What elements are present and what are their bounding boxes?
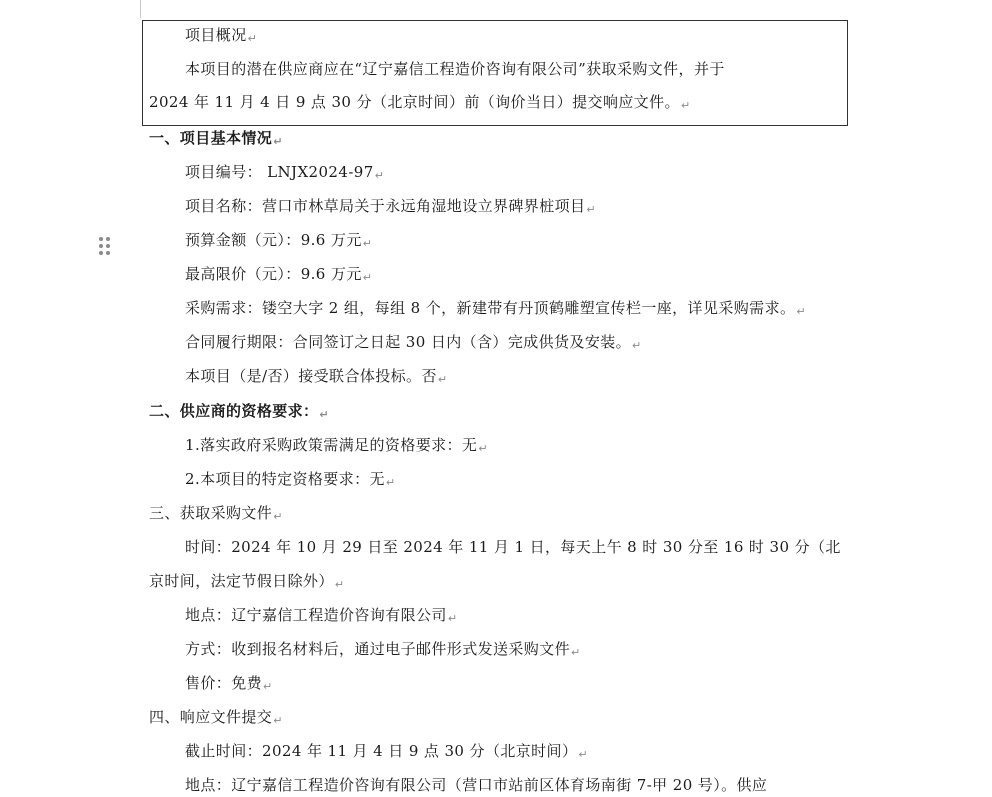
overview-line-2: 2024 年 11 月 4 日 9 点 30 分（北京时间）前（询价当日）提交响应文件。↵	[149, 93, 691, 112]
paragraph-mark-icon: ↵	[586, 203, 597, 216]
paragraph-mark-icon: ↵	[437, 373, 448, 386]
paragraph-mark-icon: ↵	[273, 714, 283, 727]
overview-line-1: 本项目的潜在供应商应在“辽宁嘉信工程造价咨询有限公司”获取采购文件，并于	[185, 60, 725, 78]
paragraph-mark-icon: ↵	[273, 510, 283, 523]
acquisition-time-line-2: 京时间，法定节假日除外）↵	[149, 572, 345, 591]
paragraph-mark-icon: ↵	[319, 408, 330, 421]
paragraph-mark-icon: ↵	[571, 646, 581, 659]
overview-heading: 项目概况↵	[185, 26, 258, 45]
section1-title: 一、项目基本情况↵	[149, 129, 283, 148]
submission-deadline: 截止时间：2024 年 11 月 4 日 9 点 30 分（北京时间）↵	[185, 742, 588, 761]
paragraph-mark-icon: ↵	[447, 612, 458, 625]
section4-title: 四、响应文件提交↵	[149, 708, 283, 727]
paragraph-mark-icon: ↵	[334, 578, 345, 591]
consortium-bid: 本项目（是/否）接受联合体投标。否↵	[185, 367, 448, 386]
paragraph-mark-icon: ↵	[263, 680, 273, 693]
paragraph-mark-icon: ↵	[362, 271, 373, 284]
paragraph-mark-icon: ↵	[578, 748, 588, 761]
page-margin-marker	[140, 0, 141, 18]
contract-period: 合同履行期限：合同签订之日起 30 日内（含）完成供货及安装。↵	[185, 333, 642, 352]
project-name: 项目名称：营口市林草局关于永远角湿地设立界碑界桩项目↵	[185, 197, 597, 216]
paragraph-mark-icon: ↵	[796, 305, 806, 318]
paragraph-mark-icon: ↵	[680, 99, 691, 112]
qualification-item-2: 2.本项目的特定资格要求：无↵	[185, 470, 396, 489]
qualification-item-1: 1.落实政府采购政策需满足的资格要求：无↵	[185, 436, 488, 455]
paragraph-mark-icon: ↵	[478, 442, 488, 455]
section2-title: 二、供应商的资格要求：↵	[149, 402, 330, 421]
acquisition-place: 地点：辽宁嘉信工程造价咨询有限公司↵	[185, 606, 458, 625]
paragraph-mark-icon: ↵	[385, 476, 396, 489]
procurement-demand: 采购需求：镂空大字 2 组，每组 8 个，新建带有丹顶鹤雕塑宣传栏一座，详见采购需求。↵	[185, 299, 806, 318]
acquisition-price: 售价：免费↵	[185, 674, 273, 693]
project-number: 项目编号： LNJX2024-97↵	[185, 163, 385, 182]
section3-title: 三、获取采购文件↵	[149, 504, 283, 523]
drag-handle-icon[interactable]	[99, 237, 111, 257]
paragraph-mark-icon: ↵	[362, 237, 373, 250]
paragraph-mark-icon: ↵	[632, 339, 642, 352]
budget-amount: 预算金额（元）：9.6 万元↵	[185, 231, 373, 250]
submission-place: 地点：辽宁嘉信工程造价咨询有限公司（营口市站前区体育场南街 7-甲 20 号）。供应	[185, 776, 768, 794]
max-price: 最高限价（元）：9.6 万元↵	[185, 265, 373, 284]
paragraph-mark-icon: ↵	[374, 169, 385, 182]
paragraph-mark-icon: ↵	[273, 135, 283, 148]
paragraph-mark-icon: ↵	[247, 32, 258, 45]
acquisition-method: 方式：收到报名材料后，通过电子邮件形式发送采购文件↵	[185, 640, 581, 659]
acquisition-time-line-1: 时间：2024 年 10 月 29 日至 2024 年 11 月 1 日，每天上午 8 时 30 分至 16 时 30 分（北	[185, 538, 841, 556]
